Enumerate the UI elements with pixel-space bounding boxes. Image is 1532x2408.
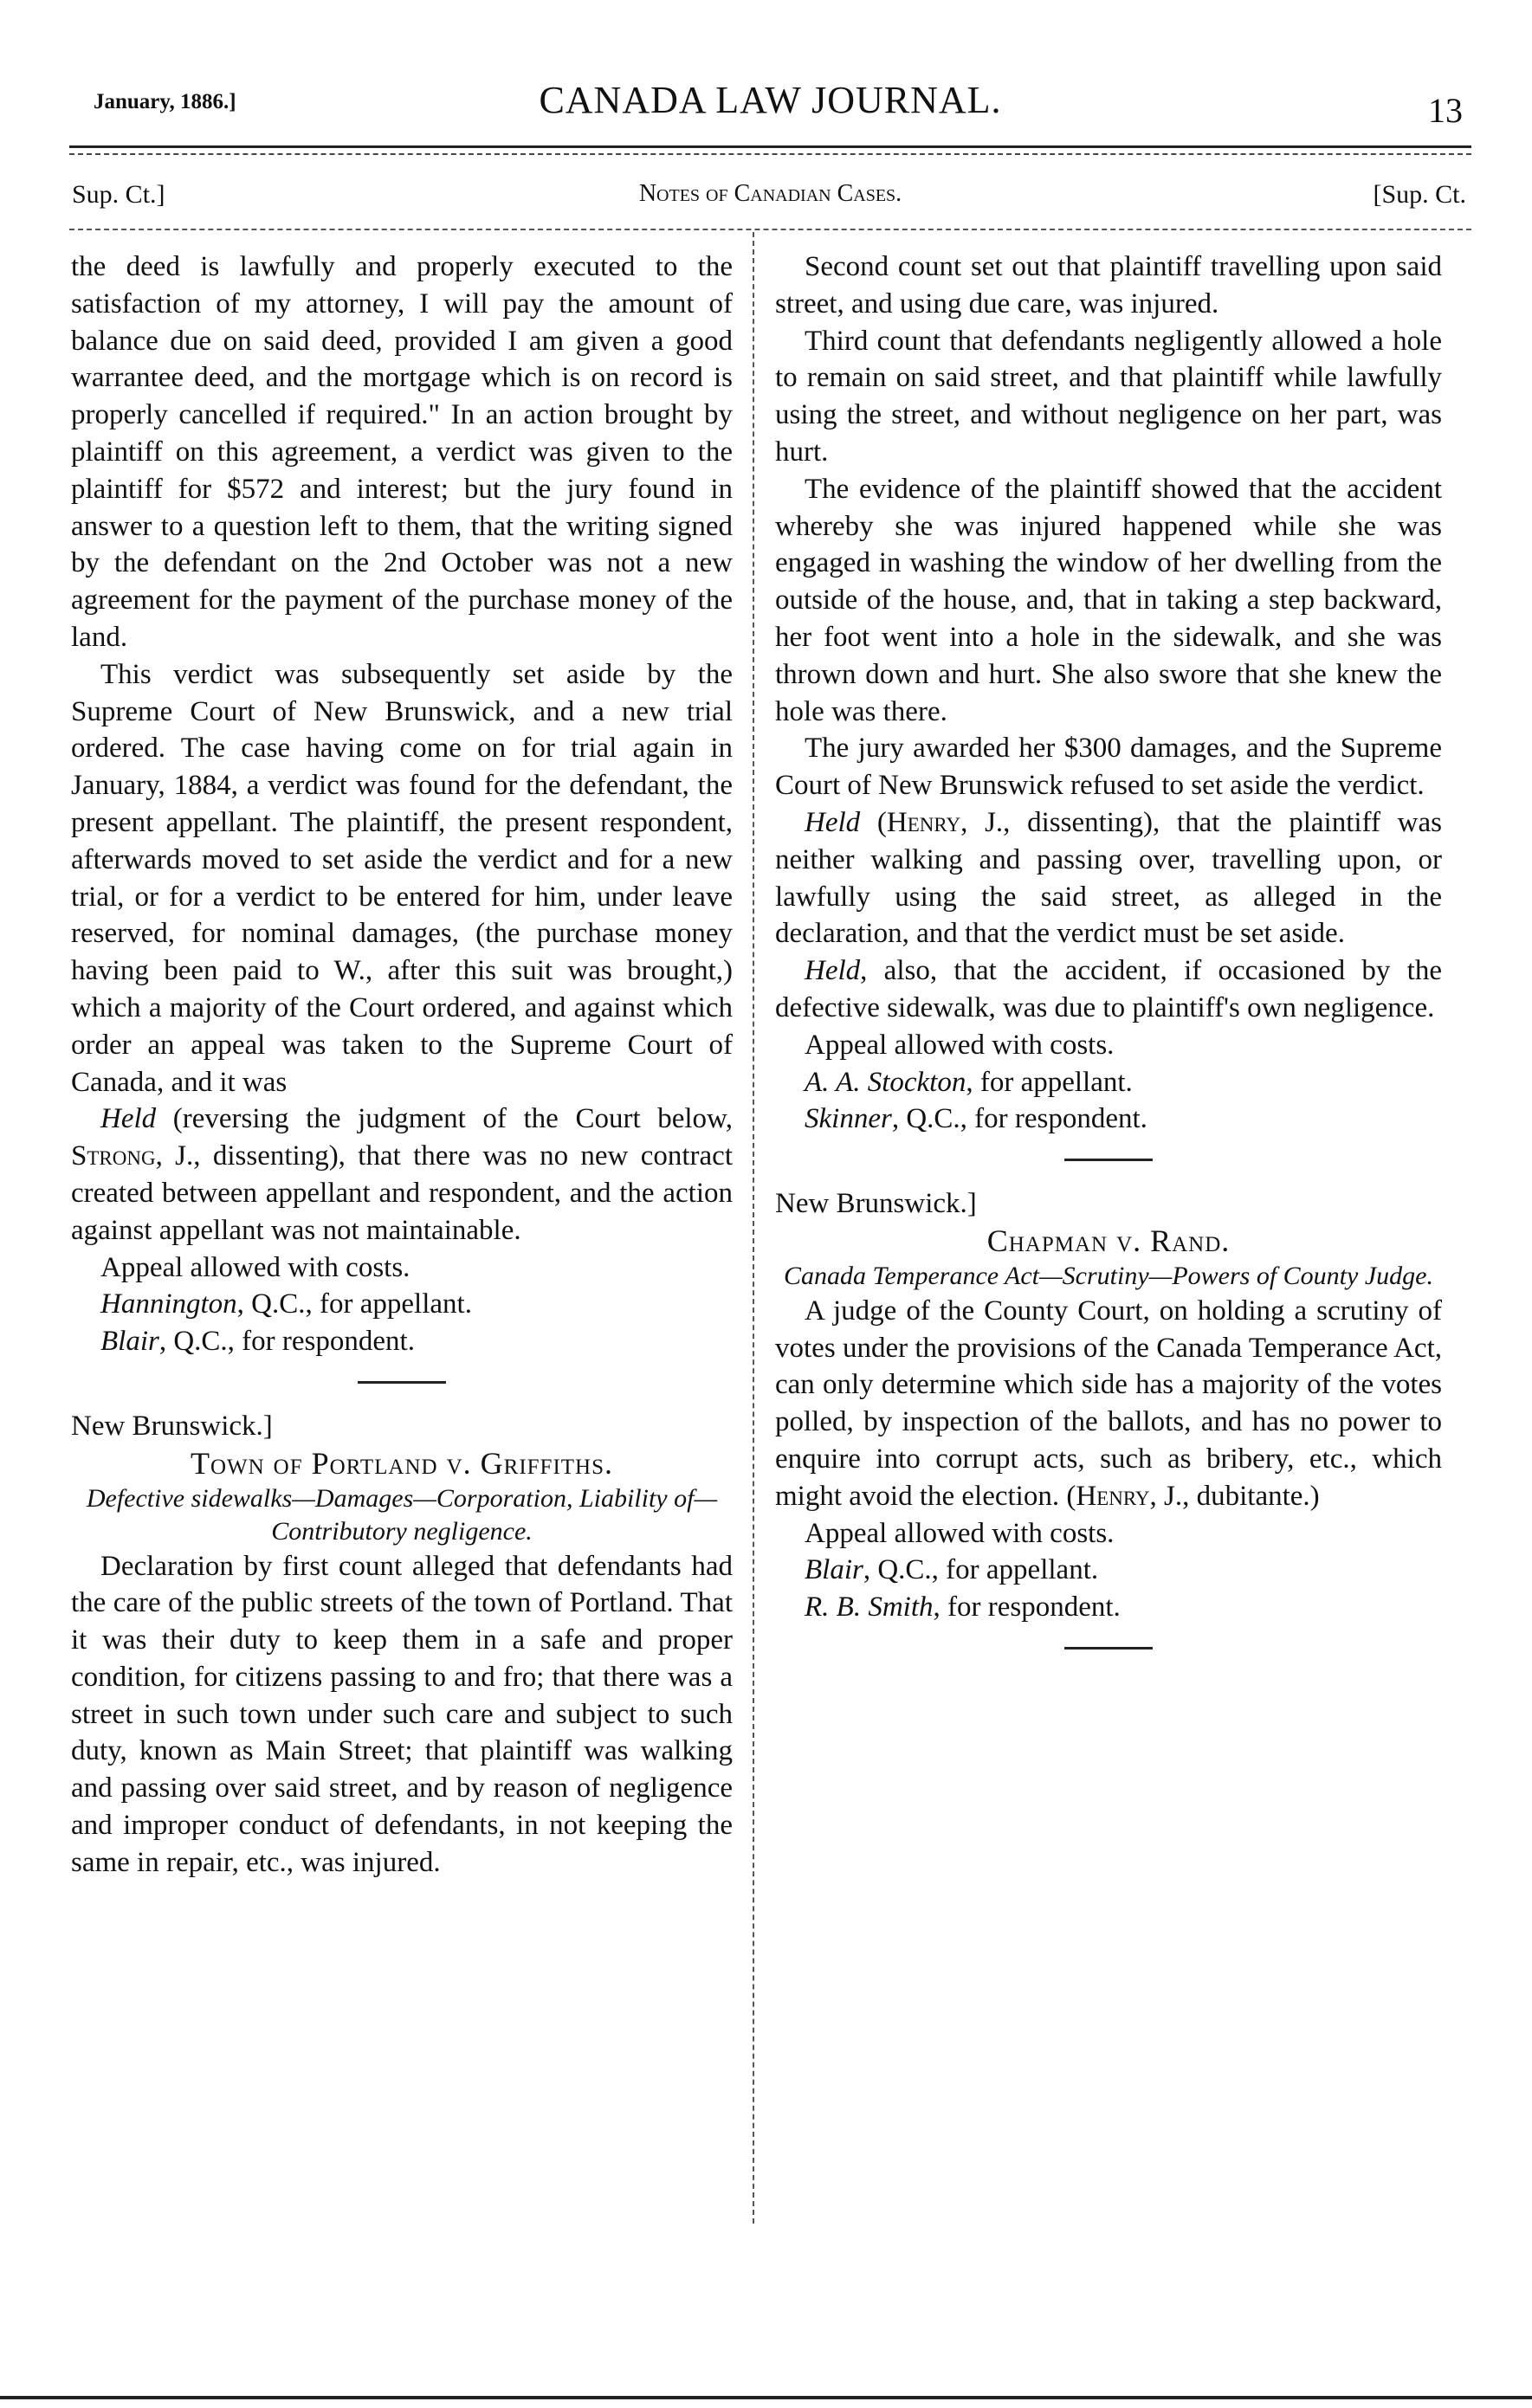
case-title: Chapman v. Rand. (986, 1223, 1231, 1258)
paragraph: The evidence of the plaintiff showed that the accident whereby she was injured happened while she was engaged in washing the window of her dwelling from the outside of the house, and, that in taking a step backward, her foot went into a hole in the sidewalk, and she was thrown down and hurt. She also swore that she knew the hole was there. (775, 473, 1442, 727)
running-head (69, 173, 1471, 211)
paragraph: Second count set out that plaintiff travelling upon said street, and using due care, was injured. (775, 251, 1442, 320)
text-run: , for appellant. (966, 1066, 1133, 1098)
text-run: , Q.C., for respondent. (891, 1103, 1147, 1135)
disposition: Appeal allowed with costs. (100, 1251, 410, 1283)
counsel-name: R. B. Smith (805, 1591, 934, 1624)
text-run: A judge of the County Court, on holding a scrutiny of votes under the provisions of the Canada Temperance Act, can only determine which side has a majority of the votes polled, by inspection of the ballots, and has no power to enquire into corrupt acts, such as bribery, etc., which might avoid the election. ( (775, 1294, 1442, 1512)
page-bottom-rule (0, 2396, 1532, 2399)
running-head-left: Sup. Ct.] (72, 180, 165, 209)
header-rule (69, 145, 1471, 148)
held-label: Held (805, 806, 861, 838)
headnote: Defective sidewalks—Damages—Corporation, Liability of—Contributory negligence. (86, 1483, 718, 1546)
judge-name: Henry (1076, 1480, 1150, 1512)
running-head-rule (69, 229, 1471, 230)
text-run: , Q.C., for respondent. (158, 1326, 415, 1358)
text-run: , Q.C., for appellant. (236, 1288, 472, 1320)
court-label: New Brunswick.] (775, 1188, 977, 1220)
header-rule-dashed (69, 153, 1471, 155)
text-run: , also, that the accident, if occasioned by the defective sidewalk, was due to plaintiff's own negligence. (775, 955, 1442, 1023)
text-run: , for respondent. (933, 1591, 1121, 1624)
counsel-line (71, 1286, 733, 1323)
held-label: Held (100, 1103, 157, 1135)
judge-name: Henry (886, 806, 961, 838)
issue-date: January, 1886.] (94, 90, 236, 113)
case-separator (358, 1381, 446, 1384)
counsel-line (775, 1064, 1442, 1101)
case-title: Town of Portland v. Griffiths. (190, 1445, 614, 1481)
page-number: 13 (1428, 91, 1463, 130)
running-head-center: Notes of Canadian Cases. (638, 180, 902, 207)
holding-paragraph (71, 1101, 733, 1249)
text-run: (reversing the judgment of the Court below, (156, 1103, 733, 1135)
counsel-line (775, 1552, 1442, 1589)
paragraph: Declaration by first count alleged that defendants had the care of the public streets of the town of Portland. That it was their duty to keep them in a safe and proper condition, for citizens passing to and fro; that there was a street in such town under such care and subject to such duty, known as Main Street; that plaintiff was walking and passing over said street, and by reason of negligence and improper conduct of defendants, in not keeping the same in repair, etc., was injured. (71, 1550, 733, 1878)
disposition: Appeal allowed with costs. (805, 1029, 1115, 1061)
court-label: New Brunswick.] (71, 1410, 273, 1442)
counsel-name: Skinner (805, 1103, 892, 1135)
holding-paragraph (775, 804, 1442, 952)
journal-title: CANADA LAW JOURNAL. (539, 79, 1002, 121)
text-run: , J., dissenting), that there was no new contract created between appellant and respondent, and the action against appellant was not maintainable. (71, 1140, 733, 1246)
right-column (775, 249, 1442, 1674)
case-separator (1064, 1647, 1153, 1649)
left-column (71, 249, 733, 1882)
paragraph: Third count that defendants negligently allowed a hole to remain on said street, and that plaintiff while lawfully using the street, and without negligence on her part, was hurt. (775, 325, 1442, 468)
paragraph: The jury awarded her $300 damages, and the Supreme Court of New Brunswick refused to set aside the verdict. (775, 733, 1442, 802)
case-separator (1064, 1159, 1153, 1161)
counsel-line (71, 1323, 733, 1360)
counsel-name: Hannington (100, 1288, 237, 1320)
counsel-name: Blair (100, 1326, 159, 1358)
counsel-name: A. A. Stockton (805, 1066, 966, 1098)
running-head-right: [Sup. Ct. (1373, 180, 1466, 209)
holding-paragraph (775, 952, 1442, 1027)
text-run: , Q.C., for appellant. (863, 1554, 1099, 1586)
counsel-line (775, 1589, 1442, 1626)
text-run: ( (860, 806, 887, 838)
paragraph: This verdict was subsequently set aside by the Supreme Court of New Brunswick, and a new trial ordered. The case having come on for trial again in January, 1884, a verdict was found for the defendant, the present appellant. The plaintiff, the present respondent, afterwards moved to set aside the verdict and for a new trial, or for a verdict to be entered for him, under leave reserved, for nominal damages, (the purchase money having been paid to W., after this suit was brought,) which a majority of the Court ordered, and against which order an appeal was taken to the Supreme Court of Canada, and it was (71, 658, 733, 1098)
page-header (69, 78, 1471, 130)
judge-name: Strong (71, 1140, 156, 1172)
text-run: , J., dissenting), that the plaintiff was neither walking and passing over, travelling upon, or lawfully using the said street, as alleged in the declaration, and that the verdict must be set aside. (775, 806, 1442, 950)
disposition: Appeal allowed with costs. (805, 1517, 1115, 1549)
text-run: , J., dubitante.) (1149, 1480, 1320, 1512)
column-divider (753, 232, 754, 2224)
counsel-line (775, 1101, 1442, 1138)
held-label: Held (805, 955, 861, 987)
headnote: Canada Temperance Act—Scrutiny—Powers of County Judge. (784, 1261, 1433, 1290)
paragraph: the deed is lawfully and properly executed to the satisfaction of my attorney, I will pay the amount of balance due on said deed, provided I am given a good warrantee deed, and the mortgage which is on record is properly cancelled if required." In an action brought by plaintiff on this agreement, a verdict was given to the plaintiff for $572 and interest; but the jury found in answer to a question left to them, that the writing signed by the defendant on the 2nd October was not a new agreement for the payment of the purchase money of the land. (71, 251, 733, 653)
paragraph (775, 1293, 1442, 1515)
counsel-name: Blair (805, 1554, 863, 1586)
